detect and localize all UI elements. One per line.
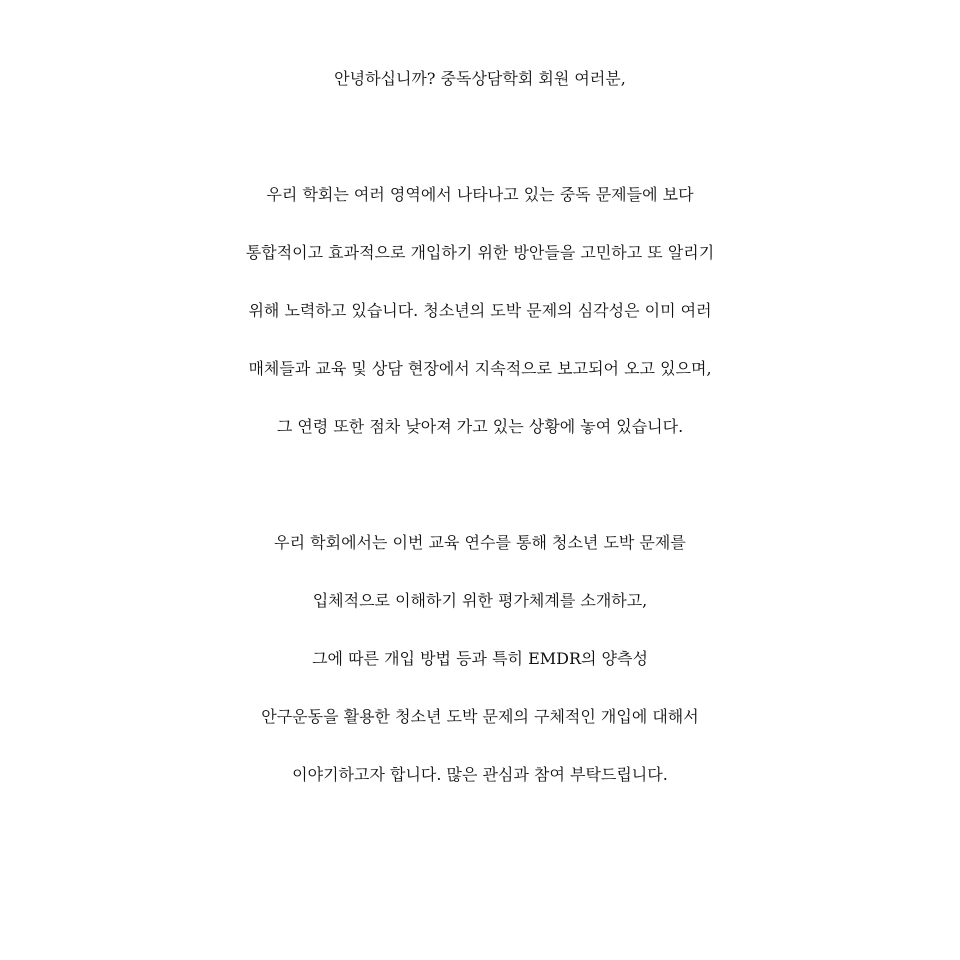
paragraph-2-line: 안구운동을 활용한 청소년 도박 문제의 구체적인 개입에 대해서 — [261, 707, 699, 726]
paragraph-2-line: 이야기하고자 합니다. 많은 관심과 참여 부탁드립니다. — [292, 765, 668, 784]
letter-body — [0, 50, 960, 804]
paragraph-2-line: 입체적으로 이해하기 위한 평가체계를 소개하고, — [312, 591, 648, 610]
paragraph-1-line: 매체들과 교육 및 상담 현장에서 지속적으로 보고되어 오고 있으며, — [248, 359, 712, 378]
paragraph-1-line: 위해 노력하고 있습니다. 청소년의 도박 문제의 심각성은 이미 여러 — [248, 301, 712, 320]
paragraph-2 — [0, 514, 960, 804]
paragraph-1-line: 통합적이고 효과적으로 개입하기 위한 방안들을 고민하고 또 알리기 — [245, 243, 715, 262]
paragraph-gap — [0, 108, 960, 166]
paragraph-1-line: 우리 학회는 여러 영역에서 나타나고 있는 중독 문제들에 보다 — [266, 185, 694, 204]
paragraph-gap — [0, 456, 960, 514]
paragraph-2-line: 그에 따른 개입 방법 등과 특히 EMDR의 양측성 — [312, 649, 648, 668]
greeting-line: 안녕하십니까? 중독상담학회 회원 여러분, — [334, 69, 626, 88]
paragraph-1-line: 그 연령 또한 점차 낮아져 가고 있는 상황에 놓여 있습니다. — [276, 417, 684, 436]
paragraph-1 — [0, 166, 960, 456]
paragraph-2-line: 우리 학회에서는 이번 교육 연수를 통해 청소년 도박 문제를 — [274, 533, 686, 552]
